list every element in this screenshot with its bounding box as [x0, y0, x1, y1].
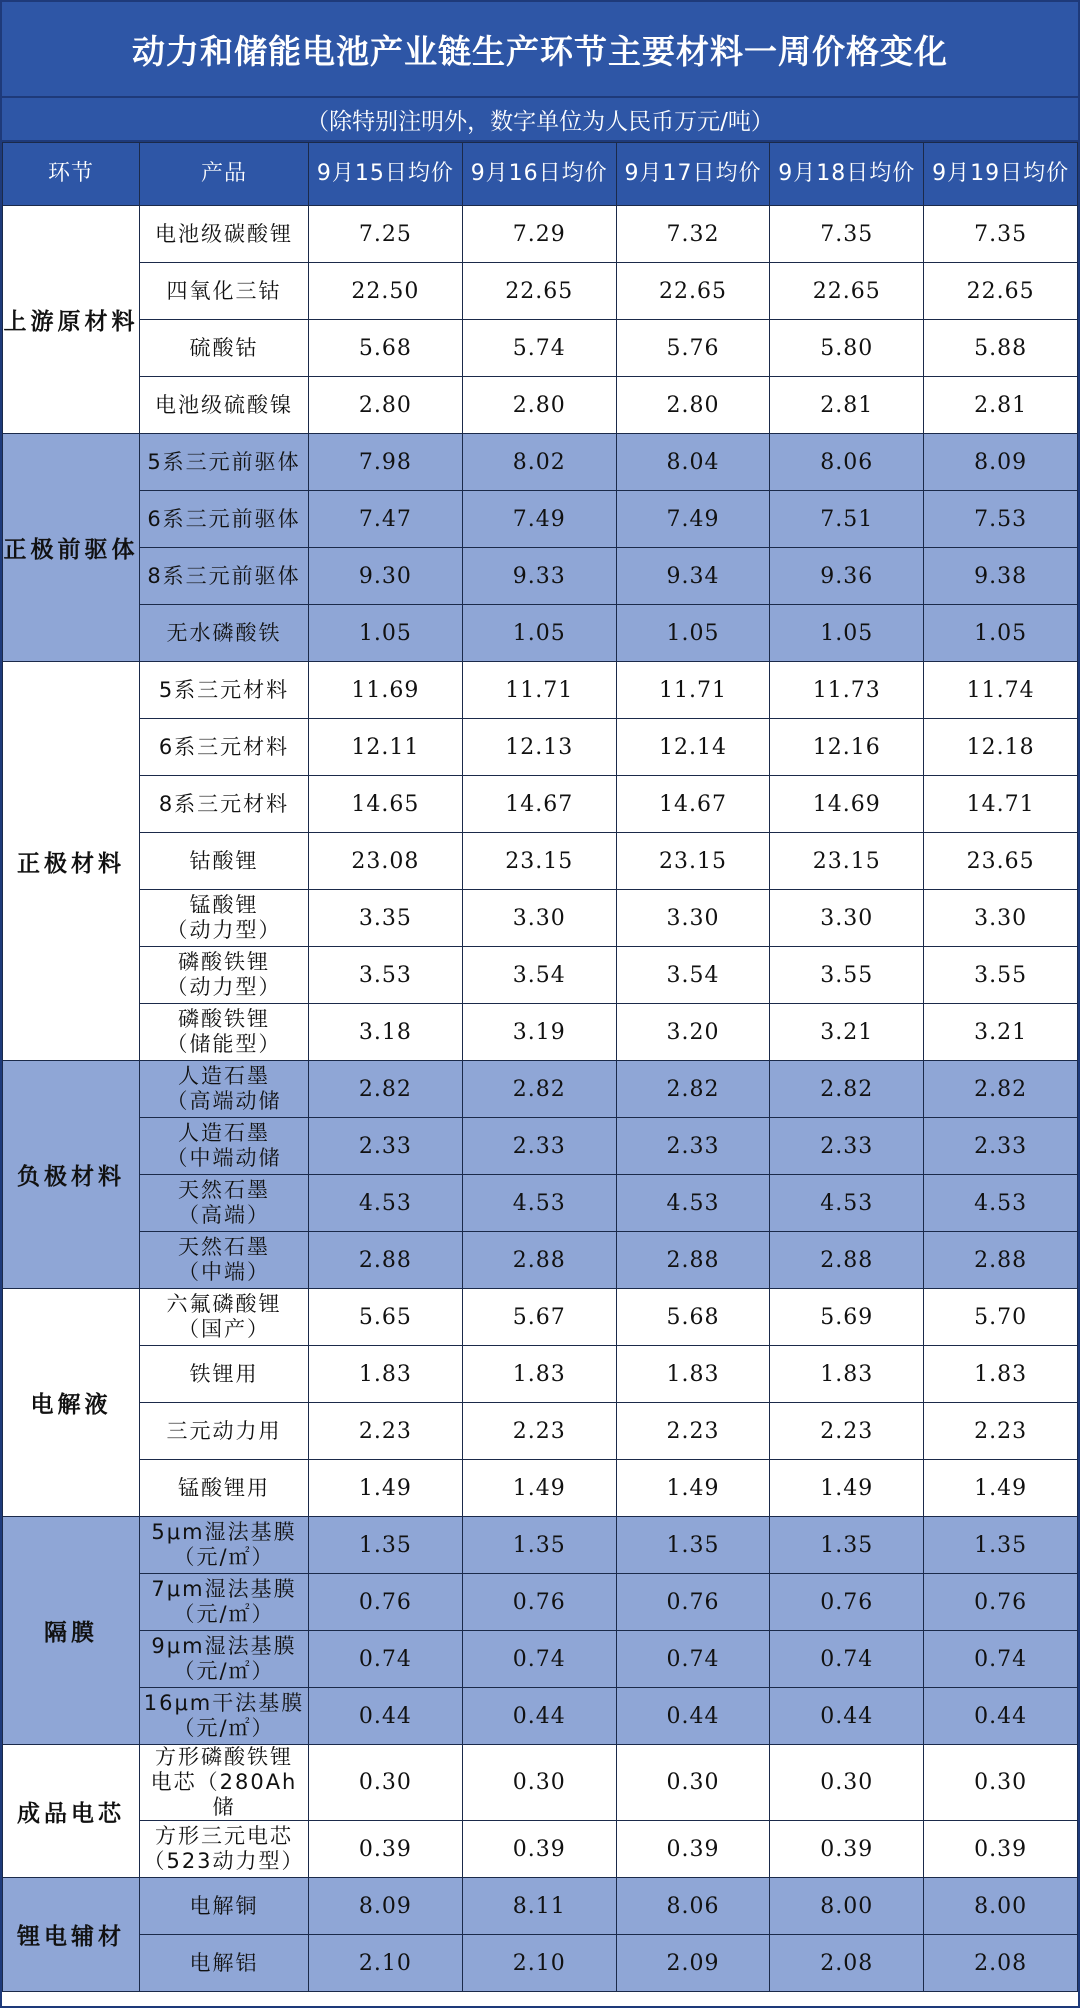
header-date-3: 9月17日均价 [616, 143, 770, 206]
price-cell: 22.65 [462, 263, 616, 320]
price-cell: 2.80 [462, 377, 616, 434]
product-cell: 人造石墨 （高端动储 [140, 1061, 309, 1118]
price-cell: 2.09 [616, 1935, 770, 1992]
price-cell: 8.09 [309, 1878, 463, 1935]
segment-cell: 隔膜 [3, 1517, 140, 1745]
price-cell: 2.23 [309, 1403, 463, 1460]
price-cell: 14.69 [770, 776, 924, 833]
price-cell: 1.83 [924, 1346, 1078, 1403]
segment-cell: 上游原材料 [3, 206, 140, 434]
price-cell: 23.15 [616, 833, 770, 890]
price-cell: 5.70 [924, 1289, 1078, 1346]
price-cell: 1.35 [462, 1517, 616, 1574]
page-title: 动力和储能电池产业链生产环节主要材料一周价格变化 [2, 2, 1078, 98]
product-cell: 6系三元材料 [140, 719, 309, 776]
price-cell: 7.49 [462, 491, 616, 548]
table-row [3, 662, 1078, 719]
price-cell: 8.04 [616, 434, 770, 491]
price-cell: 2.23 [462, 1403, 616, 1460]
product-cell: 锰酸锂用 [140, 1460, 309, 1517]
price-cell: 14.67 [462, 776, 616, 833]
price-cell: 1.49 [309, 1460, 463, 1517]
price-cell: 0.39 [462, 1821, 616, 1878]
product-cell: 人造石墨 （中端动储 [140, 1118, 309, 1175]
product-cell: 5系三元前驱体 [140, 434, 309, 491]
product-cell: 5系三元材料 [140, 662, 309, 719]
price-cell: 2.82 [770, 1061, 924, 1118]
price-cell: 14.67 [616, 776, 770, 833]
price-cell: 3.30 [462, 890, 616, 947]
price-cell: 2.23 [924, 1403, 1078, 1460]
price-cell: 3.53 [309, 947, 463, 1004]
product-cell: 天然石墨 （高端） [140, 1175, 309, 1232]
price-cell: 2.88 [770, 1232, 924, 1289]
price-cell: 5.88 [924, 320, 1078, 377]
table-header-row [3, 143, 1078, 206]
product-cell: 方形磷酸铁锂 电芯（280Ah储 [140, 1745, 309, 1821]
price-cell: 4.53 [616, 1175, 770, 1232]
product-cell: 电解铜 [140, 1878, 309, 1935]
price-cell: 1.49 [770, 1460, 924, 1517]
price-cell: 1.05 [924, 605, 1078, 662]
price-cell: 7.25 [309, 206, 463, 263]
price-cell: 1.05 [616, 605, 770, 662]
price-cell: 0.74 [462, 1631, 616, 1688]
price-cell: 5.67 [462, 1289, 616, 1346]
price-cell: 3.35 [309, 890, 463, 947]
price-cell: 11.73 [770, 662, 924, 719]
price-cell: 4.53 [924, 1175, 1078, 1232]
price-cell: 0.74 [770, 1631, 924, 1688]
table-row [3, 1460, 1078, 1517]
price-cell: 2.10 [309, 1935, 463, 1992]
table-row [3, 1403, 1078, 1460]
segment-cell: 正极前驱体 [3, 434, 140, 662]
price-cell: 2.33 [462, 1118, 616, 1175]
price-cell: 0.44 [462, 1688, 616, 1745]
header-date-2: 9月16日均价 [462, 143, 616, 206]
table-row [3, 1935, 1078, 1992]
table-row [3, 719, 1078, 776]
price-cell: 2.80 [616, 377, 770, 434]
product-cell: 电解铝 [140, 1935, 309, 1992]
table-row [3, 434, 1078, 491]
price-cell: 7.51 [770, 491, 924, 548]
product-cell: 硫酸钴 [140, 320, 309, 377]
product-cell: 无水磷酸铁 [140, 605, 309, 662]
price-cell: 23.08 [309, 833, 463, 890]
price-cell: 22.65 [770, 263, 924, 320]
price-cell: 2.88 [924, 1232, 1078, 1289]
price-cell: 0.30 [462, 1745, 616, 1821]
price-cell: 5.68 [309, 320, 463, 377]
price-cell: 3.20 [616, 1004, 770, 1061]
price-cell: 1.83 [462, 1346, 616, 1403]
price-cell: 1.05 [309, 605, 463, 662]
price-cell: 7.98 [309, 434, 463, 491]
table-row [3, 206, 1078, 263]
price-cell: 8.06 [616, 1878, 770, 1935]
price-cell: 2.33 [770, 1118, 924, 1175]
table-body [3, 206, 1078, 1992]
price-cell: 2.88 [462, 1232, 616, 1289]
header-segment: 环节 [3, 143, 140, 206]
price-cell: 12.18 [924, 719, 1078, 776]
table-row [3, 1061, 1078, 1118]
segment-cell: 锂电辅材 [3, 1878, 140, 1992]
table-row [3, 776, 1078, 833]
table-row [3, 1631, 1078, 1688]
price-cell: 3.19 [462, 1004, 616, 1061]
price-cell: 2.23 [616, 1403, 770, 1460]
product-cell: 6系三元前驱体 [140, 491, 309, 548]
price-cell: 8.06 [770, 434, 924, 491]
price-cell: 3.18 [309, 1004, 463, 1061]
price-cell: 2.82 [616, 1061, 770, 1118]
table-row [3, 491, 1078, 548]
table-row [3, 947, 1078, 1004]
product-cell: 电池级硫酸镍 [140, 377, 309, 434]
price-cell: 5.76 [616, 320, 770, 377]
price-cell: 23.65 [924, 833, 1078, 890]
price-cell: 0.39 [770, 1821, 924, 1878]
price-cell: 0.39 [924, 1821, 1078, 1878]
price-cell: 1.83 [770, 1346, 924, 1403]
table-row [3, 548, 1078, 605]
product-cell: 电池级碳酸锂 [140, 206, 309, 263]
price-cell: 12.14 [616, 719, 770, 776]
price-cell: 1.83 [616, 1346, 770, 1403]
unit-note: （除特别注明外，数字单位为人民币万元/吨） [2, 98, 1078, 142]
product-cell: 5μm湿法基膜 （元/㎡） [140, 1517, 309, 1574]
price-cell: 3.30 [924, 890, 1078, 947]
product-cell: 磷酸铁锂 （动力型） [140, 947, 309, 1004]
price-cell: 2.82 [309, 1061, 463, 1118]
price-cell: 0.44 [770, 1688, 924, 1745]
price-cell: 2.10 [462, 1935, 616, 1992]
price-cell: 2.82 [462, 1061, 616, 1118]
table-row [3, 605, 1078, 662]
price-cell: 1.05 [462, 605, 616, 662]
price-cell: 2.33 [309, 1118, 463, 1175]
price-cell: 22.65 [924, 263, 1078, 320]
price-cell: 23.15 [770, 833, 924, 890]
price-cell: 11.71 [462, 662, 616, 719]
table-row [3, 1745, 1078, 1821]
price-cell: 4.53 [309, 1175, 463, 1232]
price-cell: 8.09 [924, 434, 1078, 491]
product-cell: 四氧化三钴 [140, 263, 309, 320]
price-cell: 7.49 [616, 491, 770, 548]
table-row [3, 1517, 1078, 1574]
price-cell: 14.71 [924, 776, 1078, 833]
price-cell: 2.88 [616, 1232, 770, 1289]
price-cell: 1.35 [616, 1517, 770, 1574]
price-cell: 1.49 [616, 1460, 770, 1517]
table-row [3, 1878, 1078, 1935]
price-cell: 3.54 [462, 947, 616, 1004]
header-date-1: 9月15日均价 [309, 143, 463, 206]
price-cell: 0.39 [616, 1821, 770, 1878]
price-cell: 2.08 [770, 1935, 924, 1992]
price-cell: 1.49 [924, 1460, 1078, 1517]
price-cell: 5.65 [309, 1289, 463, 1346]
header-product: 产品 [140, 143, 309, 206]
price-cell: 3.30 [770, 890, 924, 947]
table-row [3, 1574, 1078, 1631]
product-cell: 锰酸锂 （动力型） [140, 890, 309, 947]
price-cell: 9.38 [924, 548, 1078, 605]
price-cell: 1.83 [309, 1346, 463, 1403]
price-cell: 8.00 [770, 1878, 924, 1935]
price-cell: 0.30 [309, 1745, 463, 1821]
price-cell: 2.80 [309, 377, 463, 434]
price-cell: 9.33 [462, 548, 616, 605]
price-cell: 3.21 [924, 1004, 1078, 1061]
price-cell: 3.54 [616, 947, 770, 1004]
product-cell: 天然石墨 （中端） [140, 1232, 309, 1289]
price-cell: 7.35 [770, 206, 924, 263]
product-cell: 9μm湿法基膜 （元/㎡） [140, 1631, 309, 1688]
product-cell: 16μm干法基膜 （元/㎡） [140, 1688, 309, 1745]
price-cell: 22.65 [616, 263, 770, 320]
price-cell: 0.30 [616, 1745, 770, 1821]
price-cell: 0.44 [924, 1688, 1078, 1745]
price-cell: 1.05 [770, 605, 924, 662]
product-cell: 磷酸铁锂 （储能型） [140, 1004, 309, 1061]
table-row [3, 1688, 1078, 1745]
header-date-5: 9月19日均价 [924, 143, 1078, 206]
price-cell: 1.49 [462, 1460, 616, 1517]
price-cell: 8.00 [924, 1878, 1078, 1935]
price-cell: 2.81 [770, 377, 924, 434]
segment-cell: 正极材料 [3, 662, 140, 1061]
price-cell: 7.29 [462, 206, 616, 263]
price-cell: 3.21 [770, 1004, 924, 1061]
table-row [3, 1232, 1078, 1289]
product-cell: 三元动力用 [140, 1403, 309, 1460]
price-cell: 2.82 [924, 1061, 1078, 1118]
segment-cell: 负极材料 [3, 1061, 140, 1289]
price-cell: 0.44 [616, 1688, 770, 1745]
price-cell: 2.23 [770, 1403, 924, 1460]
price-cell: 7.53 [924, 491, 1078, 548]
price-cell: 12.11 [309, 719, 463, 776]
price-cell: 0.76 [770, 1574, 924, 1631]
price-cell: 11.74 [924, 662, 1078, 719]
price-cell: 2.88 [309, 1232, 463, 1289]
price-cell: 0.74 [924, 1631, 1078, 1688]
product-cell: 铁锂用 [140, 1346, 309, 1403]
price-cell: 4.53 [462, 1175, 616, 1232]
price-cell: 12.13 [462, 719, 616, 776]
table-row [3, 1289, 1078, 1346]
table-row [3, 320, 1078, 377]
product-cell: 7μm湿法基膜 （元/㎡） [140, 1574, 309, 1631]
segment-cell: 电解液 [3, 1289, 140, 1517]
table-row [3, 1175, 1078, 1232]
price-table [2, 142, 1078, 1992]
product-cell: 8系三元前驱体 [140, 548, 309, 605]
segment-cell: 成品电芯 [3, 1745, 140, 1878]
price-cell: 3.30 [616, 890, 770, 947]
table-row [3, 1118, 1078, 1175]
price-cell: 9.30 [309, 548, 463, 605]
table-row [3, 890, 1078, 947]
price-cell: 1.35 [770, 1517, 924, 1574]
price-cell: 4.53 [770, 1175, 924, 1232]
table-row [3, 1346, 1078, 1403]
price-cell: 2.08 [924, 1935, 1078, 1992]
price-cell: 7.32 [616, 206, 770, 263]
price-cell: 0.74 [616, 1631, 770, 1688]
price-cell: 0.76 [309, 1574, 463, 1631]
price-cell: 3.55 [770, 947, 924, 1004]
price-cell: 2.33 [924, 1118, 1078, 1175]
price-cell: 5.80 [770, 320, 924, 377]
price-cell: 5.69 [770, 1289, 924, 1346]
product-cell: 方形三元电芯 （523动力型） [140, 1821, 309, 1878]
product-cell: 钴酸锂 [140, 833, 309, 890]
product-cell: 8系三元材料 [140, 776, 309, 833]
price-cell: 0.76 [462, 1574, 616, 1631]
price-cell: 0.30 [924, 1745, 1078, 1821]
price-cell: 7.35 [924, 206, 1078, 263]
price-cell: 5.74 [462, 320, 616, 377]
price-cell: 9.36 [770, 548, 924, 605]
price-cell: 8.11 [462, 1878, 616, 1935]
table-row [3, 1004, 1078, 1061]
price-cell: 0.76 [616, 1574, 770, 1631]
price-cell: 22.50 [309, 263, 463, 320]
price-cell: 11.71 [616, 662, 770, 719]
table-row [3, 1821, 1078, 1878]
price-cell: 1.35 [924, 1517, 1078, 1574]
price-cell: 5.68 [616, 1289, 770, 1346]
price-cell: 8.02 [462, 434, 616, 491]
price-cell: 0.76 [924, 1574, 1078, 1631]
price-cell: 2.81 [924, 377, 1078, 434]
price-cell: 0.39 [309, 1821, 463, 1878]
header-date-4: 9月18日均价 [770, 143, 924, 206]
price-cell: 2.33 [616, 1118, 770, 1175]
price-cell: 0.44 [309, 1688, 463, 1745]
price-cell: 3.55 [924, 947, 1078, 1004]
product-cell: 六氟磷酸锂 （国产） [140, 1289, 309, 1346]
price-cell: 12.16 [770, 719, 924, 776]
price-cell: 23.15 [462, 833, 616, 890]
table-row [3, 377, 1078, 434]
table-row [3, 833, 1078, 890]
price-cell: 1.35 [309, 1517, 463, 1574]
price-cell: 9.34 [616, 548, 770, 605]
table-row [3, 263, 1078, 320]
price-cell: 14.65 [309, 776, 463, 833]
price-cell: 7.47 [309, 491, 463, 548]
price-cell: 0.30 [770, 1745, 924, 1821]
price-cell: 11.69 [309, 662, 463, 719]
price-cell: 0.74 [309, 1631, 463, 1688]
